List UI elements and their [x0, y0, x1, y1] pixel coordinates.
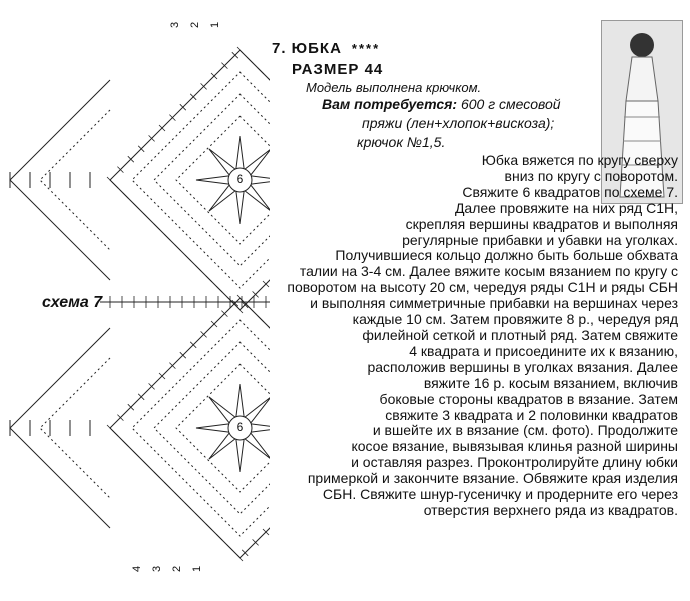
instruction-line: Юбка вяжется по кругу сверху	[481, 152, 678, 168]
instructions-text	[258, 153, 678, 519]
instruction-line: поворотом на высоту 20 см, чередуя ряды С1Н и ряды СБН	[287, 279, 678, 296]
instruction-line: расположив вершины в уголках вязания. Далее	[367, 358, 678, 375]
instruction-line: косое вязание, вывязывая клинья разной ширины	[351, 438, 678, 455]
hook-size: крючок №1,5.	[357, 134, 446, 150]
row-number: 3	[151, 565, 163, 572]
instruction-line: свяжите 3 квадрата и 2 половинки квадратов	[385, 406, 678, 423]
instruction-line: Получившиеся кольцо должно быть больше обхвата	[335, 247, 678, 264]
instruction-line: и оставляя разрез. Проконтролируйте длину юбки	[351, 454, 678, 471]
instruction-line: и выполняя симметричные прибавки на вершинах через	[310, 295, 678, 312]
difficulty-rating: ****	[351, 41, 381, 56]
row-number: 1	[191, 565, 203, 572]
pattern-title	[272, 40, 380, 57]
row-number: 1	[209, 21, 221, 28]
instruction-line: скрепляя вершины квадратов и выполняя	[405, 215, 678, 232]
materials-yarn-2: пряжи (лен+хлопок+вискоза);	[362, 115, 555, 131]
instruction-line: вниз по кругу с поворотом.	[504, 167, 678, 184]
title-text: 7. ЮБКА	[272, 40, 342, 57]
crochet-diagram	[0, 0, 270, 601]
instruction-line: боковые стороны квадратов в вязание. Затем	[379, 390, 678, 407]
instruction-line: филейной сеткой и плотный ряд. Затем свяжите	[362, 326, 678, 343]
size-heading: РАЗМЕР 44	[292, 61, 384, 78]
motif-number-top: 6	[236, 172, 244, 186]
instruction-line: Свяжите 6 квадратов по схеме 7.	[462, 183, 678, 200]
materials-block	[322, 95, 602, 133]
row-number: 3	[169, 21, 181, 28]
instruction-line: и вшейте их в вязание (см. фото). Продолжите	[372, 422, 678, 439]
instruction-line: талии на 3-4 см. Далее вяжите косым вязанием по кругу с	[299, 263, 678, 280]
row-number: 2	[171, 565, 183, 572]
instruction-line: каждые 10 см. Затем провяжите 8 р., чередуя ряд	[352, 311, 678, 328]
materials-label: Вам потребуется:	[322, 96, 458, 112]
instruction-line: вяжите 16 р. косым вязанием, включив	[423, 374, 678, 391]
motif-number-bottom: 6	[236, 420, 244, 434]
instruction-line: Далее провяжите на них ряд С1Н,	[454, 199, 678, 216]
schema-label: схема 7	[42, 294, 103, 311]
instruction-line: примеркой и закончите вязание. Обвяжите края изделия	[307, 470, 678, 487]
row-number: 2	[189, 21, 201, 28]
instruction-line: регулярные прибавки и убавки на уголках.	[402, 231, 678, 248]
row-number: 4	[131, 565, 143, 572]
model-note: Модель выполнена крючком.	[306, 80, 482, 95]
instruction-line: отверстия верхнего ряда из квадратов.	[423, 501, 678, 518]
instruction-line: СБН. Свяжите шнур-гусеничку и продерните его через	[322, 486, 678, 503]
materials-yarn-1: 600 г смесовой	[460, 96, 561, 112]
instruction-line: 4 квадрата и присоедините их к вязанию,	[409, 342, 678, 359]
